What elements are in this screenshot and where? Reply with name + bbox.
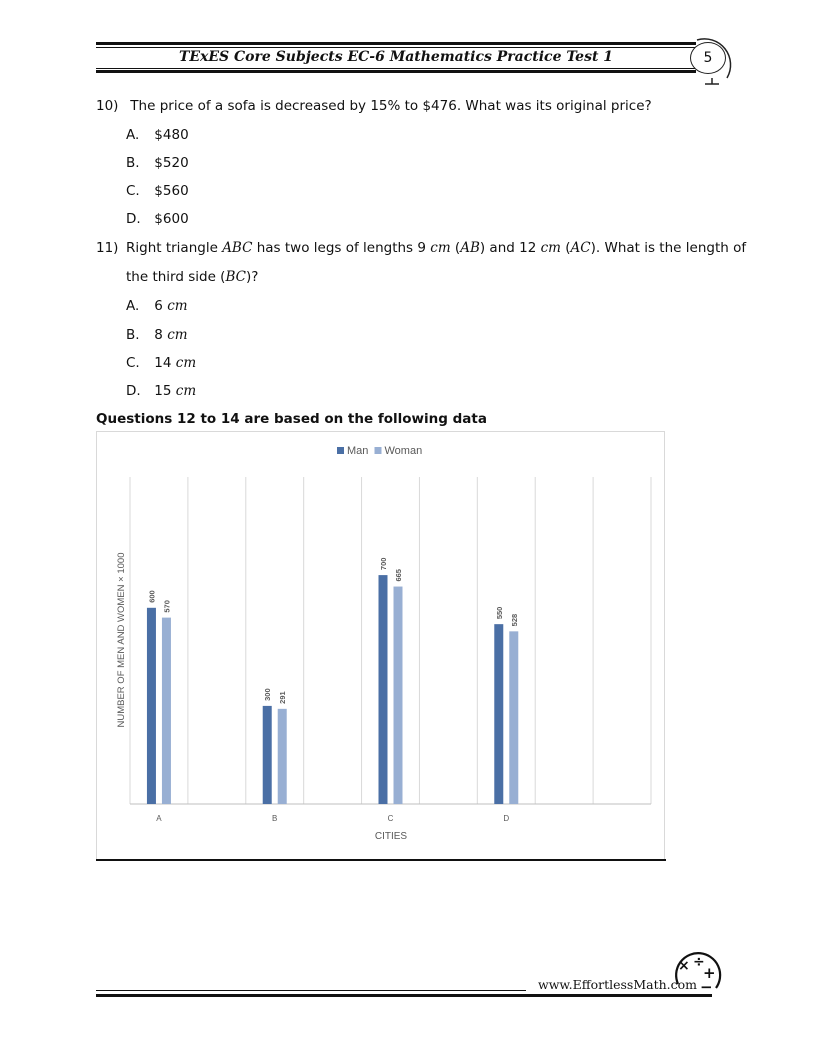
header-rule-bottom-thin [96,68,696,69]
question-text-part: has two legs of lengths 9 [252,240,431,256]
question-11-line-2 [126,267,258,287]
question-text: The price of a sofa is decreased by 15% to $476. What was its original price? [130,98,652,114]
option-value: 6 [154,298,163,314]
category-label: A [156,814,162,823]
bar-woman [394,587,403,804]
math-text: cm [430,240,451,256]
option-b [126,325,188,345]
logo-plus: + [703,964,716,982]
legend-swatch [337,447,344,454]
page-number: 5 [690,42,726,74]
data-label: 550 [494,606,504,620]
option-letter: A. [126,298,140,314]
bar-woman [509,631,518,804]
bar-man [147,608,156,804]
option-unit: cm [175,355,197,371]
option-value: $560 [154,183,189,199]
bar-woman [162,618,171,804]
question-number: 11) [96,240,119,256]
x-axis-title: CITIES [374,831,408,842]
option-letter: D. [126,211,141,227]
option-a [126,125,189,145]
header-rule-bottom-thick [96,70,696,73]
question-10 [96,96,652,116]
header-rule-top-thick [96,42,696,45]
option-value: $520 [154,155,189,171]
option-letter: B. [126,327,140,343]
option-a [126,296,188,316]
bar-woman [278,709,287,804]
option-letter: C. [126,355,140,371]
legend-label: Woman [384,445,423,457]
footer-rule-thin [96,990,526,991]
option-letter: C. [126,183,140,199]
math-text: AC [570,240,591,256]
option-d [126,381,196,401]
question-text-part: ( [450,240,461,256]
option-letter: B. [126,155,140,171]
option-value: 8 [154,327,163,343]
bar-man [494,624,503,804]
footer-rule-thick [96,994,712,997]
bar-man [379,575,388,804]
question-text-part: ( [560,240,571,256]
question-11 [96,238,746,258]
logo-minus: − [700,978,713,996]
category-label: C [387,814,394,823]
option-value: $480 [154,127,189,143]
option-value: 15 [154,383,172,399]
legend-label: Man [347,445,369,457]
option-letter: D. [126,383,141,399]
data-label: 291 [278,691,288,704]
option-value: $600 [154,211,189,227]
option-unit: cm [167,298,188,314]
math-text: BC [225,269,246,285]
data-label: 700 [379,557,388,571]
bar-man [263,706,272,804]
option-unit: cm [167,327,188,343]
category-label: B [272,814,278,823]
question-number: 10) [96,98,119,114]
option-c [126,181,189,201]
math-operators-logo-icon [672,948,722,996]
option-d [126,209,189,229]
option-b [126,153,189,173]
option-value: 14 [154,355,172,371]
option-c [126,353,196,373]
question-text-part: Right triangle [126,240,223,256]
category-label: D [503,814,510,823]
math-text: AB [460,240,480,256]
y-axis-title: NUMBER OF MEN AND WOMEN × 1000 [116,552,127,728]
question-text-part: the third side ( [126,269,226,285]
math-text: cm [540,240,561,256]
data-label: 665 [394,569,403,582]
bar-chart [96,431,665,860]
header-title: TExES Core Subjects EC-6 Mathematics Practice Test 1 [178,49,614,65]
data-label: 300 [263,688,273,701]
chart-canvas [97,432,664,859]
option-letter: A. [126,127,140,143]
data-label: 570 [162,600,172,613]
logo-times: × [678,958,690,974]
math-text: ABC [222,240,253,256]
logo-divide: ÷ [693,954,705,970]
question-text-part: )? [245,269,259,285]
footer-url: www.EffortlessMath.com [538,977,698,992]
option-unit: cm [175,383,197,399]
data-label: 528 [509,613,519,627]
section-heading: Questions 12 to 14 are based on the following data [96,411,487,427]
data-label: 600 [147,590,157,603]
question-text-part: ). What is the length of [590,240,747,256]
question-text-part: ) and 12 [479,240,541,256]
chart-bottom-rule [96,859,666,861]
legend-swatch [375,447,382,454]
